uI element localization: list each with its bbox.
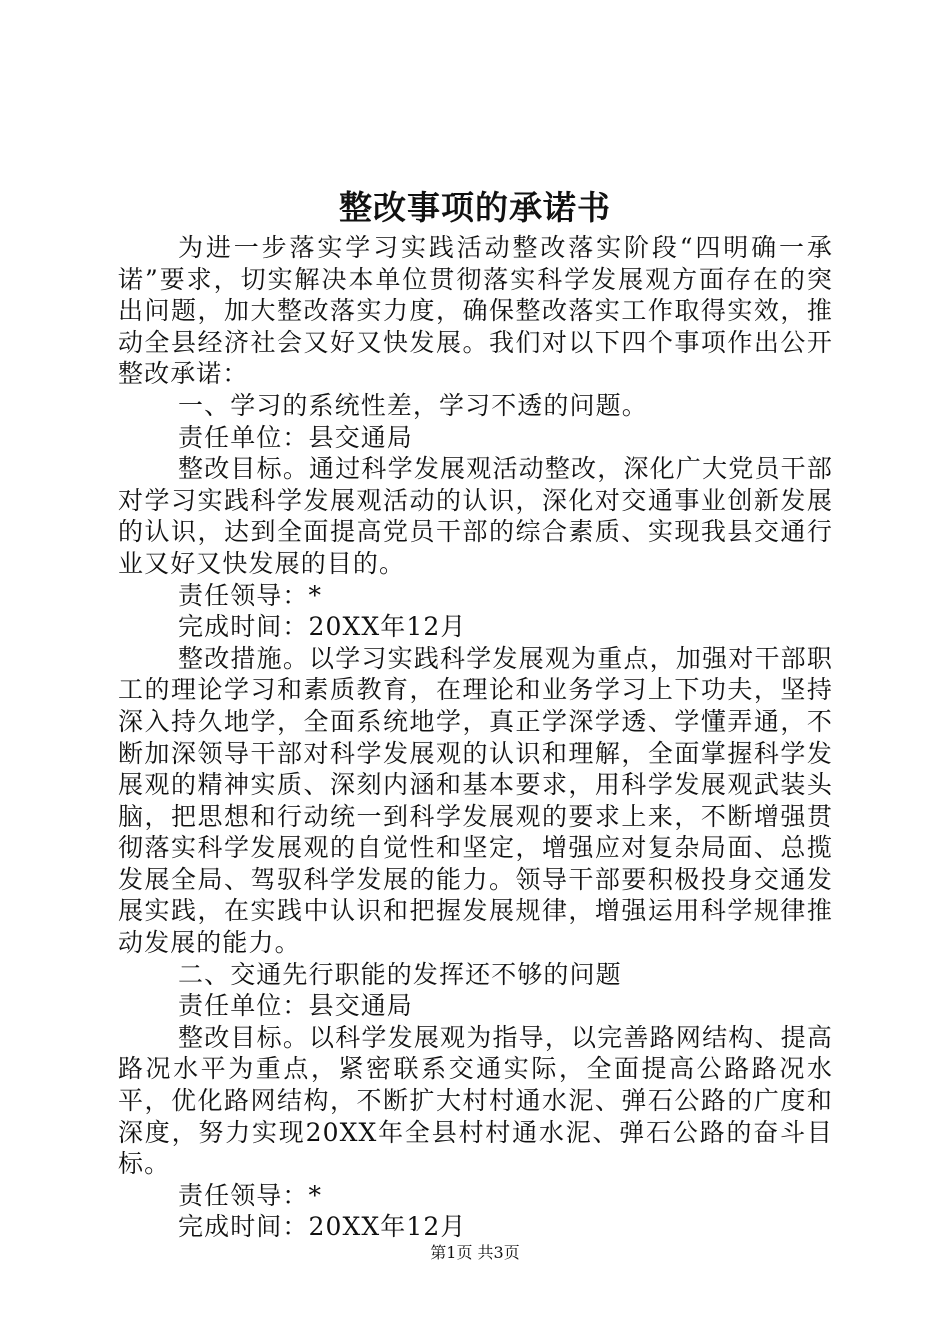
section-1-goal: 整改目标。通过科学发展观活动整改，深化广大党员干部对学习实践科学发展观活动的认识，深化对交通事业创新发展的认识，达到全面提高党员干部的综合素质、实现我县交通行业又好又快发展的目的。 — [118, 454, 833, 578]
section-1-heading: 一、学习的系统性差，学习不透的问题。 — [178, 390, 648, 420]
intro-paragraph: 为进一步落实学习实践活动整改落实阶段“四明确一承诺”要求，切实解决本单位贯彻落实科学发展观方面存在的突出问题，加大整改落实力度，确保整改落实工作取得实效，推动全县经济社会又好又快发展。我们对以下四个事项作出公开整改承诺： — [118, 233, 833, 389]
section-1-responsible-leader: 责任领导：* — [178, 580, 323, 610]
document-body — [118, 232, 833, 1243]
section-1-measures: 整改措施。以学习实践科学发展观为重点，加强对干部职工的理论学习和素质教育，在理论和业务学习上下功夫，坚持深入持久地学，全面系统地学，真正学深学透、学懂弄通，不断加深领导干部对科学发展观的认识和理解，全面掌握科学发展观的精神实质、深刻内涵和基本要求，用科学发展观武装头脑，把思想和行动统一到科学发展观的要求上来，不断增强贯彻落实科学发展观的自觉性和坚定，增强应对复杂局面、总揽发展全局、驾驭科学发展的能力。领导干部要积极投身交通发展实践，在实践中认识和把握发展规律，增强运用科学规律推动发展的能力。 — [118, 643, 833, 958]
section-2-responsible-leader: 责任领导：* — [178, 1180, 323, 1210]
page-footer: 第1页 共3页 — [430, 1243, 520, 1262]
section-1-responsible-unit: 责任单位：县交通局 — [178, 422, 413, 452]
section-2-goal: 整改目标。以科学发展观为指导，以完善路网结构、提高路况水平为重点，紧密联系交通实际，全面提高公路路况水平，优化路网结构，不断扩大村村通水泥、弹石公路的广度和深度，努力实现20XX年全县村村通水泥、弹石公路的奋斗目标。 — [118, 1022, 833, 1179]
section-2-heading: 二、交通先行职能的发挥还不够的问题 — [178, 959, 622, 989]
section-2-completion-time: 完成时间：20XX年12月 — [178, 1212, 467, 1242]
document-title: 整改事项的承诺书 — [339, 188, 611, 227]
section-2-responsible-unit: 责任单位：县交通局 — [178, 991, 413, 1021]
section-1-completion-time: 完成时间：20XX年12月 — [178, 612, 467, 642]
